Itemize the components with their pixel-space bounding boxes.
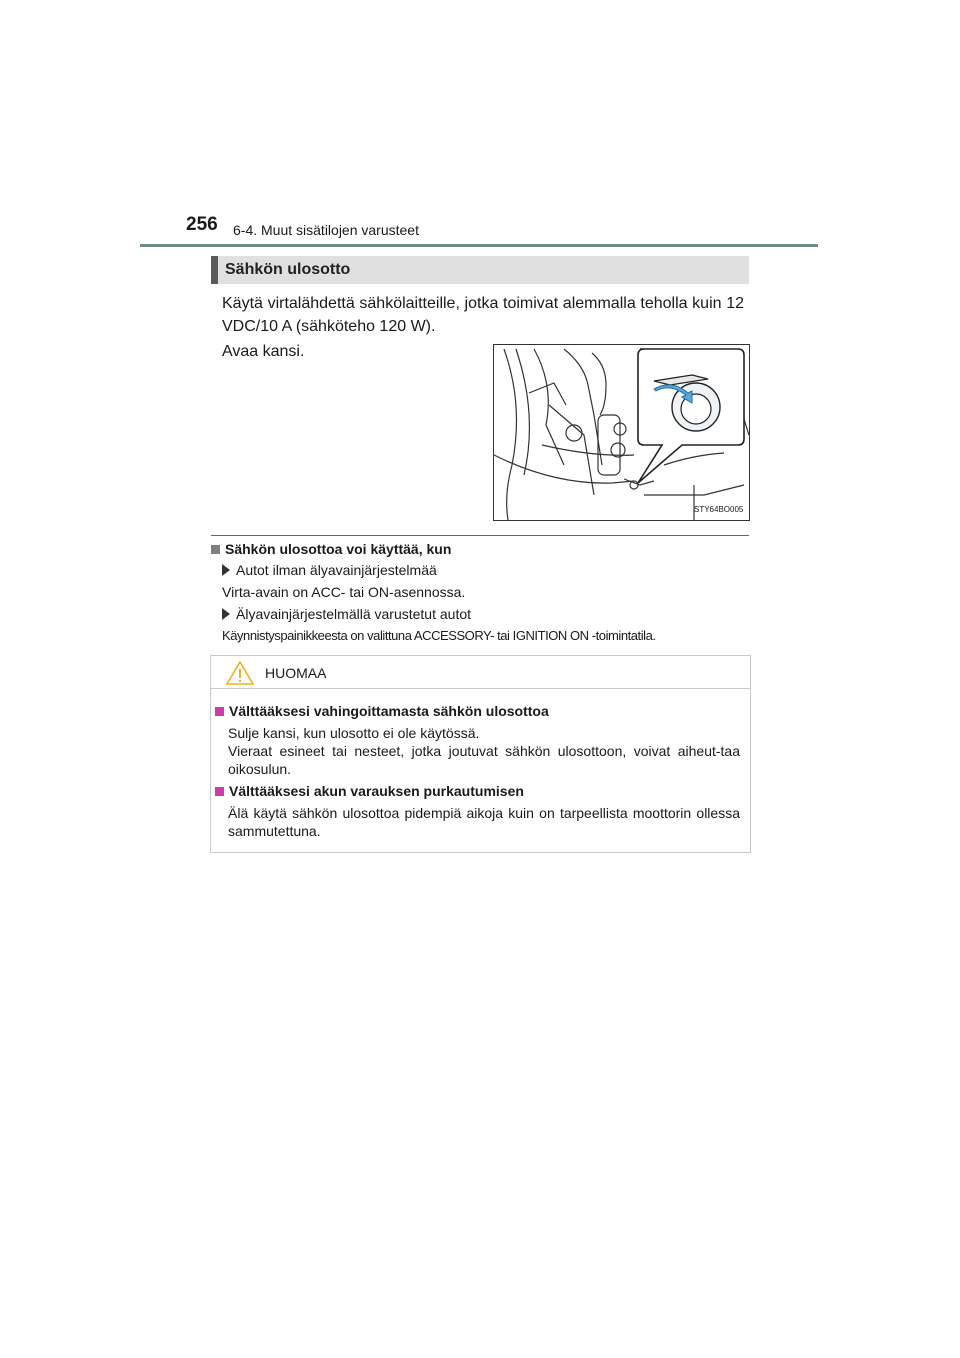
usage-condition: Älyavainjärjestelmällä varustetut autot [222, 606, 471, 622]
square-bullet-icon [215, 707, 224, 716]
usage-condition: Autot ilman älyavainjärjestelmää [222, 562, 437, 578]
caution-box [210, 655, 751, 853]
caution-heading: Välttääksesi vahingoittamasta sähkön ulosottoa [215, 703, 549, 719]
square-bullet-icon [215, 787, 224, 796]
caution-text: Vieraat esineet tai nesteet, jotka joutuvat sähkön ulosottoon, voivat aiheut-taa oikosulun. [228, 743, 740, 777]
header-rule [140, 244, 818, 247]
square-bullet-icon [211, 545, 220, 554]
triangle-right-icon [222, 608, 230, 620]
section-path: 6-4. Muut sisätilojen varusteet [233, 222, 419, 238]
section-title-bar [211, 256, 749, 284]
triangle-right-icon [222, 564, 230, 576]
section-divider [211, 535, 749, 536]
caution-heading: Välttääksesi akun varauksen purkautumisen [215, 783, 524, 799]
caution-title: HUOMAA [265, 665, 327, 681]
caution-text: Sulje kansi, kun ulosotto ei ole käytössä. [228, 725, 480, 741]
caution-header [211, 656, 750, 689]
caution-text: Älä käytä sähkön ulosottoa pidempiä aikoja kuin on tarpeellista moottorin ollessa sammutettuna. [228, 805, 740, 839]
figure-code: STY64BO005 [694, 505, 744, 514]
page-number: 256 [186, 214, 218, 235]
warning-triangle-icon [225, 660, 255, 686]
usage-text: Virta-avain on ACC- tai ON-asennossa. [222, 584, 466, 600]
intro-paragraph: Käytä virtalähdettä sähkölaitteille, jotka toimivat alemmalla teholla kuin 12 VDC/10 A (sähköteho 120 W). [222, 295, 744, 335]
power-outlet-illustration [493, 344, 750, 521]
step-instruction: Avaa kansi. [222, 343, 305, 360]
title-accent [211, 256, 218, 284]
section-title: Sähkön ulosotto [225, 261, 351, 278]
usage-text: Käynnistyspainikkeesta on valittuna ACCESSORY- tai IGNITION ON -toimintatila. [222, 628, 656, 643]
usage-heading: Sähkön ulosottoa voi käyttää, kun [211, 541, 451, 557]
